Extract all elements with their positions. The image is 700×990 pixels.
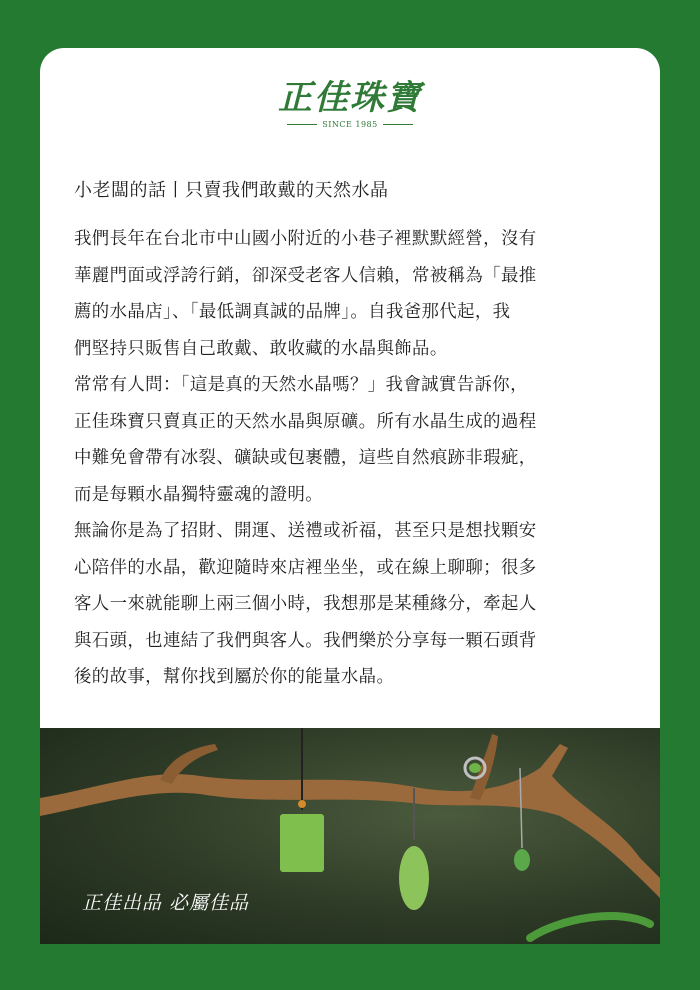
body-line: 薦的水晶店」、「最低調真誠的品牌」。自我爸那代起，我 [74,302,511,322]
carved-jade-pendant [399,846,429,910]
body-line: 而是每顆水晶獨特靈魂的證明。 [74,484,324,505]
body-line: 後的故事，幫你找到屬於你的能量水晶。 [74,667,395,687]
brand-logo [40,78,660,129]
body-line: 無論你是為了招財、開運、送禮或祈福，甚至只是想找顆安 [74,521,537,541]
jade-bracelet [530,916,650,938]
since-divider-right [383,124,413,125]
square-jade-pendant [280,814,324,872]
body-line: 常常有人問：「這是真的天然水晶嗎？」我會誠實告訴你， [74,375,528,395]
body-line: 我們長年在台北市中山國小附近的小巷子裡默默經營，沒有 [74,229,537,249]
since-row [40,120,660,129]
body-line: 心陪伴的水晶，歡迎隨時來店裡坐坐，或在線上聊聊；很多 [74,557,537,578]
content-card [40,48,660,944]
body-line: 華麗門面或浮誇行銷，卻深受老客人信賴，常被稱為「最推 [74,265,537,286]
body-line: 與石頭，也連結了我們與客人。我們樂於分享每一顆石頭背 [74,630,537,651]
product-photo [40,728,660,944]
branch-shape [40,744,660,898]
body-line: 客人一來就能聊上兩三個小時，我想那是某種緣分，牽起人 [74,594,537,614]
since-divider-left [287,124,317,125]
body-text [74,221,629,696]
since-label: SINCE 1985 [322,120,378,129]
ring-jade-stone [469,763,481,773]
photo-caption: 正佳出品 必屬佳品 [82,892,250,914]
page-heading: 小老闆的話丨只賣我們敢戴的天然水晶 [74,180,389,201]
body-line: 們堅持只販售自己敢戴、敢收藏的水晶與飾品。 [74,338,448,359]
body-line: 正佳珠寶只賣真正的天然水晶與原礦。所有水晶生成的過程 [74,411,537,432]
small-jade-pendant [514,849,530,871]
brand-name: 正佳珠寶 [278,78,422,118]
bead-icon [298,800,306,808]
body-line: 中難免會帶有冰裂、礦缺或包裹體，這些自然痕跡非瑕疵， [74,448,537,468]
